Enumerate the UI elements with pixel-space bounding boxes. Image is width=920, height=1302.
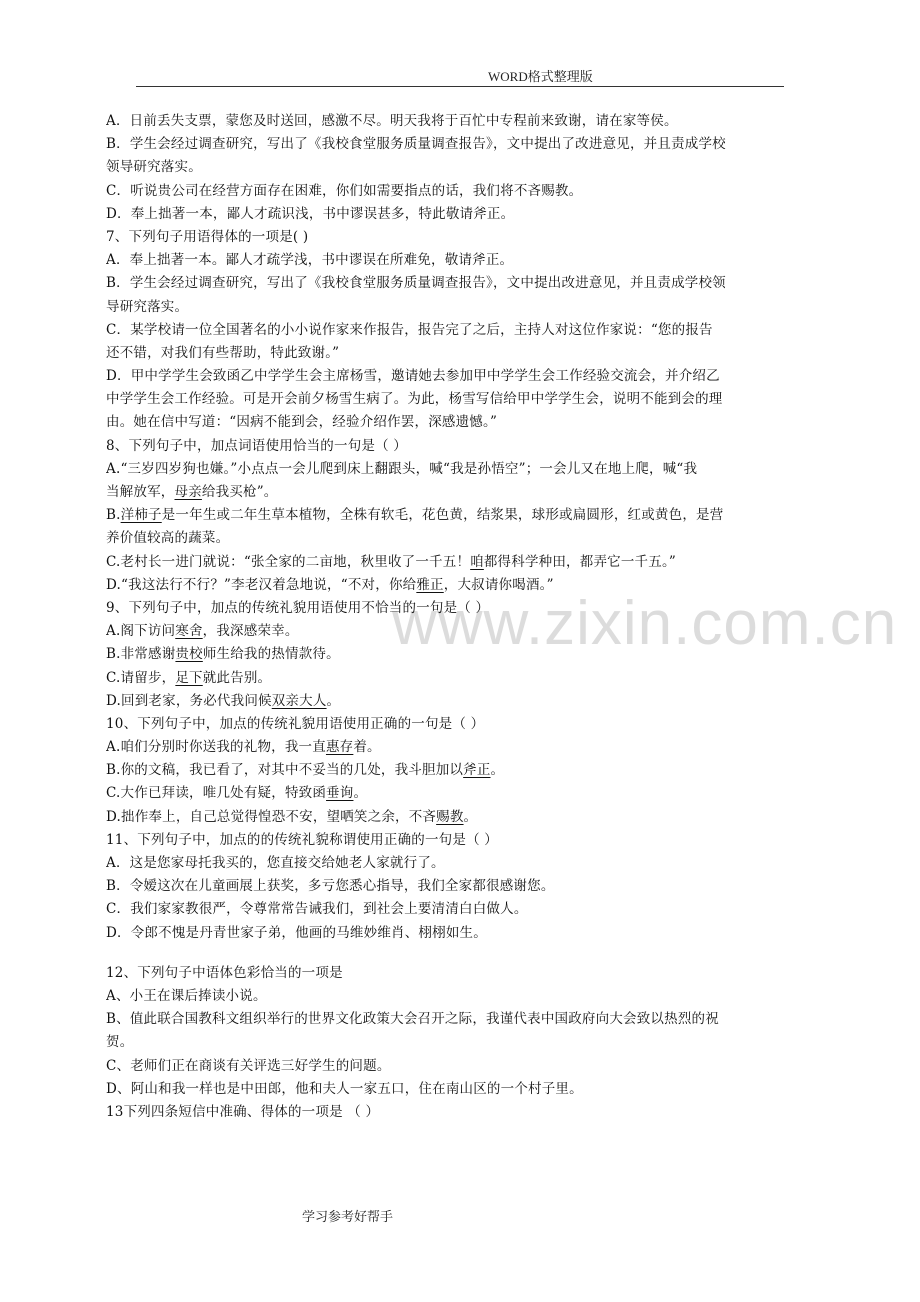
page-header-title: WORD格式整理版 bbox=[488, 69, 593, 84]
text-line bbox=[106, 272, 836, 295]
text-segment: D、阿山和我一样也是中田郎，他和夫人一家五口，住在南山区的一个村子里。 bbox=[106, 1080, 583, 1097]
text-line bbox=[106, 296, 836, 319]
underlined-term: 赐教 bbox=[436, 808, 464, 825]
text-segment: A．奉上拙著一本。鄙人才疏学浅，书中谬误在所难免，敬请斧正。 bbox=[106, 252, 514, 269]
text-line bbox=[106, 527, 836, 550]
text-segment: 着。 bbox=[353, 739, 381, 756]
text-segment: 8、下列句子中，加点词语使用恰当的一句是（ ） bbox=[106, 437, 407, 454]
text-segment: 12、下列句子中语体色彩恰当的一项是 bbox=[106, 964, 343, 981]
text-line bbox=[106, 1031, 836, 1054]
text-line bbox=[106, 667, 836, 690]
text-line bbox=[106, 133, 836, 156]
text-line bbox=[106, 620, 836, 643]
text-segment: C．我们家家教很严，令尊常常告诫我们，到社会上要清清白白做人。 bbox=[106, 901, 528, 918]
watermark-text: www.zixin.com.cn bbox=[392, 589, 898, 658]
text-segment: 养价值较高的蔬菜。 bbox=[106, 530, 230, 547]
text-line bbox=[106, 1101, 836, 1124]
header-divider bbox=[136, 86, 784, 87]
text-segment: 9、下列句子中，加点的传统礼貌用语使用不恰当的一句是（ ） bbox=[106, 599, 490, 616]
text-segment: 由。她在信中写道：“因病不能到会，经验介绍作罢，深感遗憾。” bbox=[106, 414, 498, 431]
text-line bbox=[106, 203, 836, 226]
text-segment: 11、下列句子中，加点的的传统礼貌称谓使用正确的一句是（ ） bbox=[106, 831, 498, 848]
text-line bbox=[106, 922, 836, 945]
text-segment: C.大作已拜读，唯几处有疑，特致函 bbox=[106, 785, 327, 802]
text-segment: B.你的文稿，我已看了，对其中不妥当的几处，我斗胆加以 bbox=[106, 762, 464, 779]
text-line bbox=[106, 435, 836, 458]
text-segment: A．日前丢失支票，蒙您及时送回，感激不尽。明天我将于百忙中专程前来致谢，请在家等侯。 bbox=[106, 113, 678, 129]
text-line bbox=[106, 643, 836, 666]
text-line bbox=[106, 806, 836, 829]
text-segment: 师生给我的热情款待。 bbox=[202, 646, 340, 663]
underlined-term: 寒舍 bbox=[175, 623, 203, 640]
document-body bbox=[106, 110, 836, 1124]
text-line bbox=[106, 342, 836, 365]
text-segment: 13下列四条短信中准确、得体的一项是 （ ） bbox=[106, 1103, 380, 1120]
text-segment: B．学生会经过调查研究，写出了《我校食堂服务质量调查报告》，文中提出了改进意见，并且责成学校 bbox=[106, 136, 726, 153]
text-segment: D．奉上拙著一本，鄙人才疏识浅，书中谬误甚多，特此敬请斧正。 bbox=[106, 205, 515, 222]
text-line bbox=[106, 852, 836, 875]
text-segment: D.回到老家，务必代我问候 bbox=[106, 692, 272, 709]
text-segment: 是一年生或二年生草本植物，全株有软毛，花色黄，结浆果，球形或扁圆形，红或黄色，是营 bbox=[161, 507, 724, 524]
text-line bbox=[106, 574, 836, 597]
underlined-term: 双亲大人 bbox=[271, 692, 327, 709]
text-line bbox=[106, 504, 836, 527]
text-segment: 。 bbox=[490, 762, 505, 779]
text-segment: 。 bbox=[326, 692, 341, 709]
text-segment: A.“三岁四岁狗也嫌。”小点点一会儿爬到床上翻跟头，喊“我是孙悟空”；一会儿又在地上爬，喊“我 bbox=[106, 460, 698, 477]
text-segment: 。 bbox=[463, 808, 478, 825]
text-segment: 10、下列句子中，加点的传统礼貌用语使用正确的一句是（ ） bbox=[106, 715, 485, 732]
text-line bbox=[106, 249, 836, 272]
text-segment: B、值此联合国教科文组织举行的世界文化政策大会召开之际，我谨代表中国政府向大会致以热烈的祝 bbox=[106, 1011, 719, 1028]
text-line bbox=[106, 458, 836, 481]
text-line bbox=[106, 180, 836, 203]
text-segment: A．这是您家母托我买的，您直接交给她老人家就行了。 bbox=[106, 855, 445, 871]
text-line bbox=[106, 1008, 836, 1031]
underlined-term: 咱 bbox=[470, 553, 484, 570]
text-line bbox=[106, 156, 836, 179]
text-segment: ，我深感荣幸。 bbox=[202, 623, 299, 640]
underlined-term: 足下 bbox=[175, 669, 203, 686]
underlined-term: 斧正 bbox=[463, 762, 491, 779]
text-segment: 就此告别。 bbox=[202, 669, 272, 686]
page-footer-text: 学习参考好帮手 bbox=[302, 1210, 394, 1225]
text-segment: A.咱们分别时你送我的礼物，我一直 bbox=[106, 739, 326, 756]
text-line bbox=[106, 388, 836, 411]
text-line bbox=[106, 782, 836, 805]
text-line bbox=[106, 365, 836, 388]
text-segment: 领导研究落实。 bbox=[106, 159, 202, 176]
text-line bbox=[106, 759, 836, 782]
text-segment: 贺。 bbox=[106, 1034, 134, 1051]
text-line bbox=[106, 690, 836, 713]
text-line bbox=[106, 985, 836, 1008]
text-segment: B. bbox=[106, 507, 121, 524]
underlined-term: 垂询 bbox=[326, 785, 354, 802]
text-segment: 都得科学种田，都弄它一千五。” bbox=[483, 553, 676, 570]
underlined-term: 母亲 bbox=[174, 484, 202, 500]
text-line bbox=[106, 1055, 836, 1078]
text-segment: B．学生会经过调查研究，写出了《我校食堂服务质量调查报告》，文中提出改进意见，并且责成学校领 bbox=[106, 275, 726, 292]
text-segment: C.老村长一进门就说：“张全家的二亩地，秋里收了一千五！ bbox=[106, 553, 471, 570]
text-line bbox=[106, 713, 836, 736]
underlined-term: 洋柿子 bbox=[120, 507, 162, 524]
text-segment: C、老师们正在商谈有关评选三好学生的问题。 bbox=[106, 1057, 391, 1074]
text-segment: 当解放军， bbox=[106, 484, 175, 500]
text-line bbox=[106, 226, 836, 249]
text-line bbox=[106, 1078, 836, 1101]
text-segment: 导研究落实。 bbox=[106, 298, 189, 315]
text-segment: D．令郎不愧是丹青世家子弟，他画的马维妙维肖、栩栩如生。 bbox=[106, 924, 487, 941]
text-line bbox=[106, 597, 836, 620]
text-segment: A.阁下访问 bbox=[106, 623, 176, 640]
text-segment: 7、下列句子用语得体的一项是( ) bbox=[106, 228, 309, 245]
text-segment: ，大叔请你喝酒。” bbox=[443, 576, 554, 593]
text-segment: B．令嫒这次在儿童画展上获奖，多亏您悉心指导，我们全家都很感谢您。 bbox=[106, 878, 555, 895]
underlined-term: 雅正 bbox=[416, 576, 444, 593]
text-segment: A、小王在课后捧读小说。 bbox=[106, 987, 267, 1004]
text-line bbox=[106, 110, 836, 133]
text-segment: 还不错，对我们有些帮助，特此致谢。” bbox=[106, 344, 340, 361]
underlined-term: 贵校 bbox=[175, 646, 203, 663]
text-line bbox=[106, 551, 836, 574]
text-segment: C.请留步， bbox=[106, 669, 176, 686]
text-segment: D．甲中学学生会致函乙中学学生会主席杨雪，邀请她去参加甲中学学生会工作经验交流会，并介绍乙 bbox=[106, 368, 720, 385]
text-line bbox=[106, 736, 836, 759]
text-line bbox=[106, 962, 836, 985]
text-line bbox=[106, 319, 836, 342]
text-segment: D.“我这法行不行？”李老汉着急地说，“不对，你给 bbox=[106, 576, 417, 593]
text-line bbox=[106, 411, 836, 434]
text-line bbox=[106, 875, 836, 898]
text-line bbox=[106, 945, 836, 962]
underlined-term: 惠存 bbox=[325, 739, 354, 756]
text-segment: C．听说贵公司在经营方面存在困难，你们如需要指点的话，我们将不吝赐教。 bbox=[106, 182, 583, 199]
text-segment: 给我买枪”。 bbox=[201, 484, 278, 500]
text-line bbox=[106, 481, 836, 504]
text-line bbox=[106, 898, 836, 921]
text-segment: D.拙作奉上，自己总觉得惶恐不安，望哂笑之余，不吝 bbox=[106, 808, 437, 825]
text-line bbox=[106, 829, 836, 852]
text-segment: 。 bbox=[353, 785, 368, 802]
text-segment: B.非常感谢 bbox=[106, 646, 176, 663]
text-segment: 中学学生会工作经验。可是开会前夕杨雪生病了。为此，杨雪写信给甲中学学生会，说明不能到会的理 bbox=[106, 391, 723, 408]
text-segment: C．某学校请一位全国著名的小小说作家来作报告，报告完了之后，主持人对这位作家说：“您的报告 bbox=[106, 321, 713, 338]
